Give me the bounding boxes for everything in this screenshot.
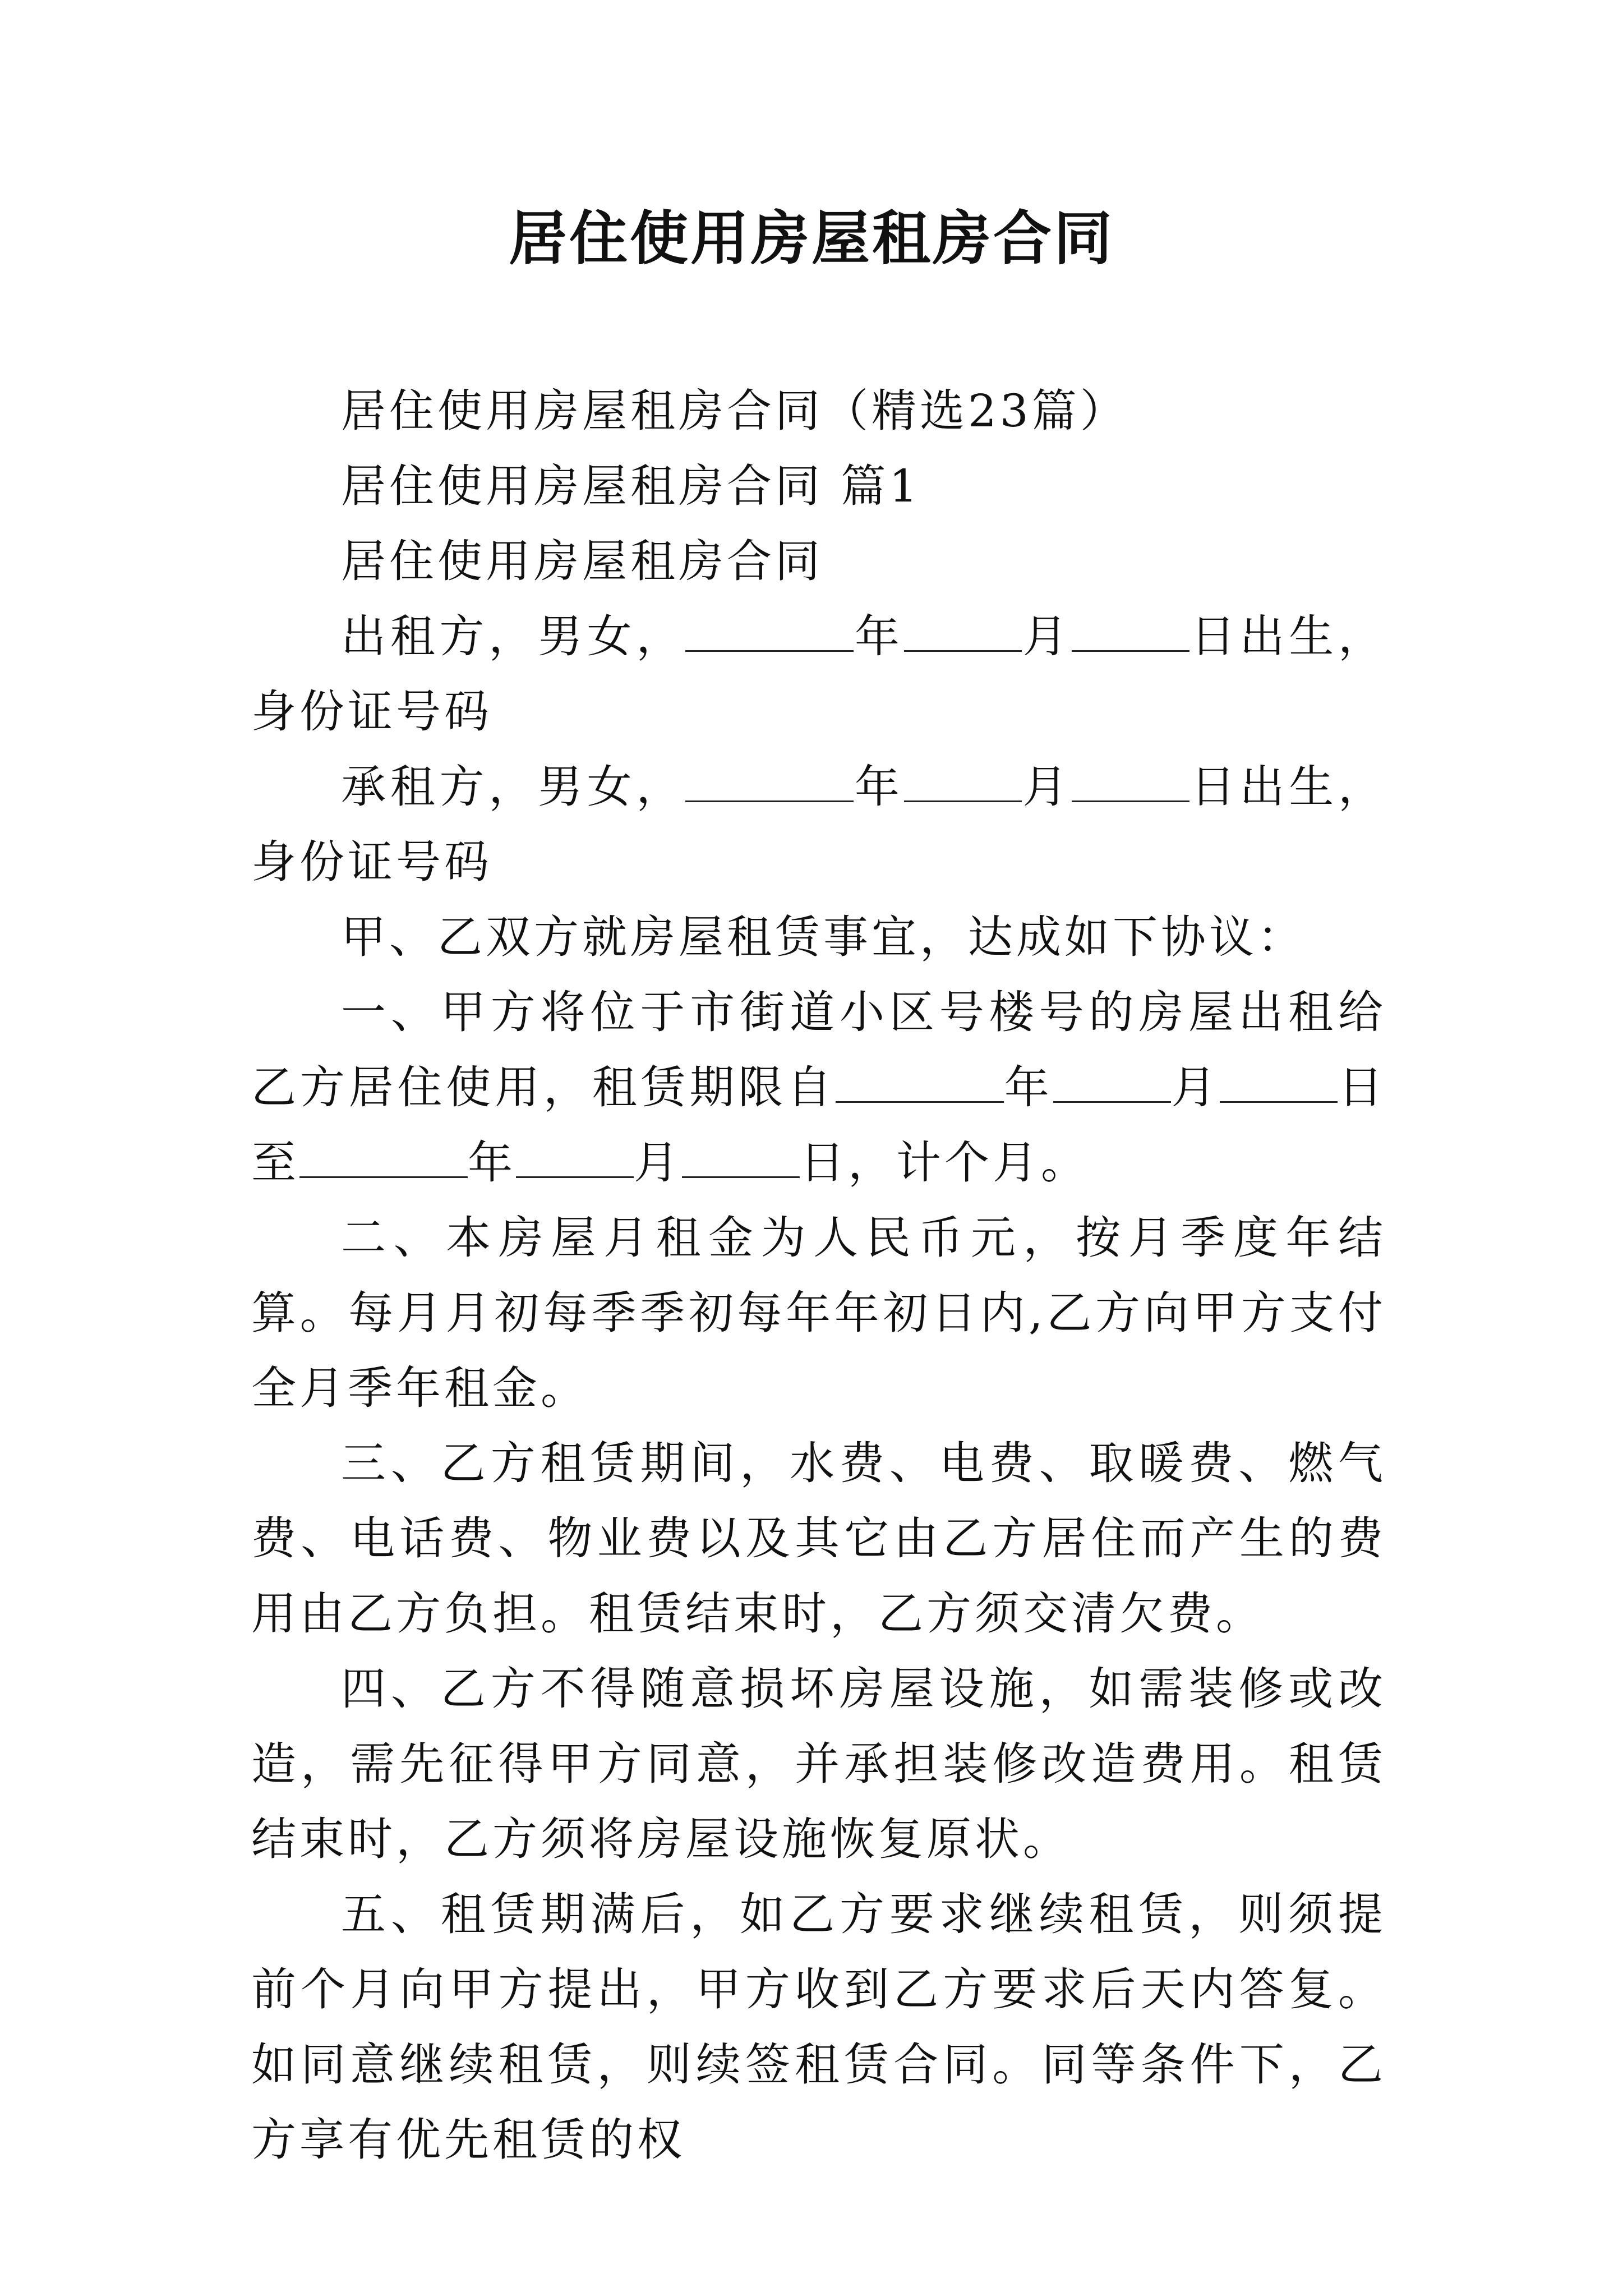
- paragraph-clause-2: 二、本房屋月租金为人民币元，按月季度年结算。每月月初每季季初每年年初日内,乙方向甲方支付全月季年租金。: [251, 1212, 1386, 1414]
- birth-day-blank: [1072, 611, 1189, 652]
- end-day-blank: [682, 1137, 800, 1178]
- to-label: 日至: [251, 1061, 1387, 1189]
- year-label: 年: [1003, 1061, 1053, 1114]
- year-label: 年: [854, 761, 904, 813]
- end-month-blank: [516, 1137, 634, 1178]
- lessee-label: 承租方，男女，: [341, 761, 686, 813]
- paragraph-subtitle: 居住使用房屋租房合同（精选23篇）: [341, 385, 1128, 437]
- year-label: 年: [468, 1137, 516, 1189]
- paragraph-contract-name: 居住使用房屋租房合同: [341, 535, 823, 587]
- month-label: 月: [1021, 761, 1072, 813]
- paragraph-section-heading: 居住使用房屋租房合同 篇1: [341, 460, 921, 512]
- birth-month-blank: [904, 761, 1022, 802]
- clause-1-text: 一、甲方将位于市街道小区号楼号的房屋出租给乙方居住使用，租赁期限自: [251, 986, 1386, 1114]
- paragraph-clause-4: 四、乙方不得随意损坏房屋设施，如需装修或改造，需先征得甲方同意，并承担装修改造费用。租赁结束时，乙方须将房屋设施恢复原状。: [251, 1663, 1386, 1865]
- month-label: 月: [1021, 610, 1072, 662]
- month-label: 月: [1170, 1061, 1220, 1114]
- duration-label: 日，计个月。: [800, 1137, 1089, 1189]
- document-body: [251, 374, 1386, 2178]
- birth-month-blank: [904, 611, 1022, 652]
- paragraph-clause-1: [251, 975, 1386, 1200]
- paragraph-agreement-intro: 甲、乙双方就房屋租赁事宜，达成如下协议：: [341, 911, 1306, 963]
- start-day-blank: [1220, 1062, 1338, 1103]
- lessor-label: 出租方，男女，: [341, 610, 686, 662]
- end-year-blank: [299, 1137, 468, 1178]
- birth-id-label: 日出生，身份证号码: [251, 610, 1387, 738]
- birth-day-blank: [1072, 761, 1189, 802]
- document-title: 居住使用房屋租房合同: [508, 204, 1114, 273]
- birth-id-label: 日出生，身份证号码: [251, 761, 1387, 888]
- birth-year-blank: [685, 611, 854, 652]
- start-year-blank: [836, 1062, 1004, 1103]
- year-label: 年: [854, 610, 904, 662]
- paragraph-lessor: [251, 599, 1386, 749]
- start-month-blank: [1053, 1062, 1171, 1103]
- paragraph-clause-5: 五、租赁期满后，如乙方要求继续租赁，则须提前个月向甲方提出，甲方收到乙方要求后天内答复。如同意继续租赁，则续签租赁合同。同等条件下，乙方享有优先租赁的权: [251, 1888, 1386, 2166]
- paragraph-clause-3: 三、乙方租赁期间，水费、电费、取暖费、燃气费、电话费、物业费以及其它由乙方居住而产生的费用由乙方负担。租赁结束时，乙方须交清欠费。: [251, 1437, 1386, 1640]
- birth-year-blank: [685, 761, 854, 802]
- paragraph-lessee: [251, 749, 1386, 900]
- month-label: 月: [634, 1137, 682, 1189]
